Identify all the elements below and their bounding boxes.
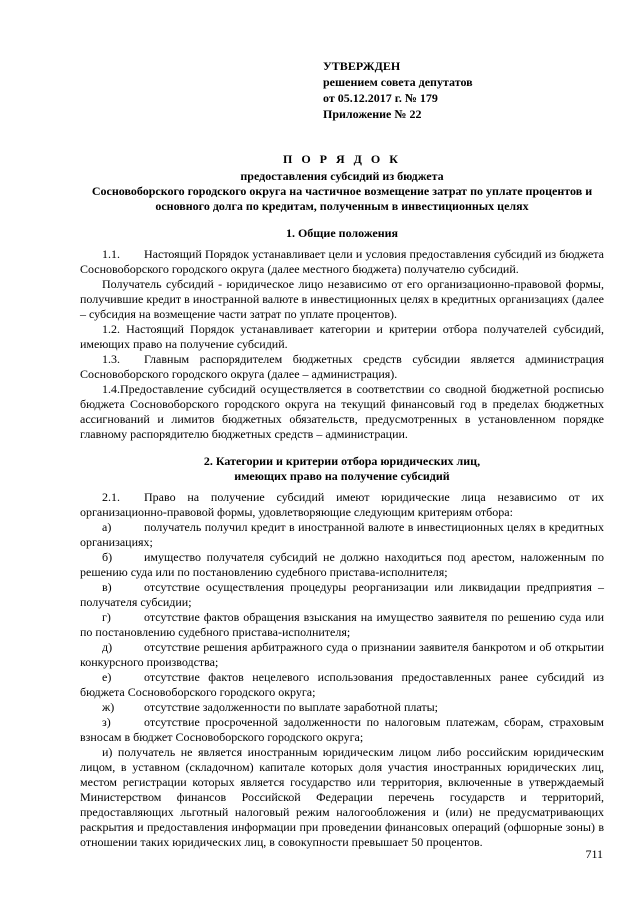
approval-line-2: решением совета депутатов xyxy=(323,75,473,89)
paragraph xyxy=(80,610,604,640)
paragraph-number: г) xyxy=(102,610,111,624)
paragraph xyxy=(80,277,604,322)
paragraph xyxy=(80,580,604,610)
title-sub-1: предоставления субсидий из бюджета xyxy=(240,169,444,183)
paragraph-number: 1.3. xyxy=(102,352,120,366)
paragraph xyxy=(80,382,604,442)
section-2-heading-line-1: 2. Категории и критерии отбора юридических лиц, xyxy=(203,454,481,468)
paragraph xyxy=(80,745,604,850)
section-2-heading-line-2: имеющих право на получение субсидий xyxy=(234,469,450,483)
title-sub-2: Сосновоборского городского округа на частичное возмещение затрат по уплате процентов и основного долга по кредитам, полученным в инвестиционных целях xyxy=(91,184,593,213)
paragraph-text: 1.4.Предоставление субсидий осуществляется в соответствии со сводной бюджетной росписью бюджета Сосновоборского городского округа на текущий финансовый год в пределах бюджетных ассигнований и лимитов бюджетных обязательств, предусмотренных в установленном порядке главному распорядителю бюджетных средств – администрации. xyxy=(80,382,604,441)
approval-line-4: Приложение № 22 xyxy=(323,107,422,121)
paragraph-text: и) получатель не является иностранным юридическим лицом либо российским юридическим лицом, в уставном (складочном) капитале которых доля участия иностранных юридических лиц, местом регистрации которых является государство или территория, включенные в утверждаемый Министерством финансов Российской Федерации перечень государств и территорий, предоставляющих льготный налоговый режим налогообложения и (или) не предусматривающих раскрытия и предоставления информации при проведении финансовых операций (офшорные зоны) в отношении таких юридических лиц, в совокупности превышает 50 процентов. xyxy=(80,745,604,849)
paragraph-text: отсутствие фактов обращения взыскания на имущество заявителя по решению суда или по постановлению судебного пристава-исполнителя; xyxy=(80,610,604,639)
paragraph-number: з) xyxy=(102,715,111,729)
paragraph xyxy=(80,670,604,700)
approval-line-1: УТВЕРЖДЕН xyxy=(323,59,401,73)
paragraph xyxy=(80,247,604,277)
paragraph-text: отсутствие решения арбитражного суда о признании заявителя банкротом и об открытии конкурсного производства; xyxy=(80,640,604,669)
paragraph xyxy=(80,715,604,745)
paragraph-number: б) xyxy=(102,550,113,564)
paragraph-number: е) xyxy=(102,670,112,684)
paragraph xyxy=(80,550,604,580)
paragraph xyxy=(80,520,604,550)
document-title xyxy=(80,152,604,214)
paragraph xyxy=(80,700,604,715)
paragraph-text: 1.2. Настоящий Порядок устанавливает категории и критерии отбора получателей субсидий, имеющих право на получение субсидий. xyxy=(80,322,604,351)
paragraph xyxy=(80,352,604,382)
paragraph-text: Получатель субсидий - юридическое лицо независимо от его организационно-правовой формы, получившие кредит в иностранной валюте в инвестиционных целях в кредитных организациях (далее – субсидия на возмещение части затрат по уплате процентов). xyxy=(80,277,604,321)
approval-line-3: от 05.12.2017 г. № 179 xyxy=(323,91,438,105)
page-number: 711 xyxy=(585,847,603,861)
title-main: П О Р Я Д О К xyxy=(283,152,401,166)
paragraph-number: в) xyxy=(102,580,112,594)
paragraph-number: ж) xyxy=(102,700,115,714)
paragraph-text: Право на получение субсидий имеют юридические лица независимо от их организационно-правовой формы, удовлетворяющие следующим критериям отбора: xyxy=(80,490,604,519)
paragraph-text: имущество получателя субсидий не должно находиться под арестом, наложенным по решению суда или по постановлению судебного пристава-исполнителя; xyxy=(80,550,604,579)
paragraph-text: отсутствие осуществления процедуры реорганизации или ликвидации предприятия – получателя субсидии; xyxy=(80,580,604,609)
section-1-heading: 1. Общие положения xyxy=(285,226,399,240)
paragraph-text: получатель получил кредит в иностранной валюте в инвестиционных целях в кредитных организациях; xyxy=(80,520,604,549)
paragraph-text: Настоящий Порядок устанавливает цели и условия предоставления субсидий из бюджета Сосновоборского городского округа (далее местного бюджета) получателю субсидий. xyxy=(80,247,604,276)
paragraph-number: д) xyxy=(102,640,113,654)
paragraph-number: 1.1. xyxy=(102,247,120,261)
paragraph xyxy=(80,490,604,520)
paragraph-text: отсутствие фактов нецелевого использования предоставленных ранее субсидий из бюджета Сосновоборского городского округа; xyxy=(80,670,604,699)
section-2-body xyxy=(80,490,604,850)
paragraph xyxy=(80,640,604,670)
section-1-body xyxy=(80,247,604,442)
paragraph-text: Главным распорядителем бюджетных средств субсидии является администрация Сосновоборского городского округа (далее – администрация). xyxy=(80,352,604,381)
paragraph-text: отсутствие просроченной задолженности по налоговым платежам, сборам, страховым взносам в бюджет Сосновоборского городского округа; xyxy=(80,715,604,744)
paragraph-number: а) xyxy=(102,520,112,534)
approval-stamp xyxy=(323,58,604,122)
paragraph xyxy=(80,322,604,352)
paragraph-text: отсутствие задолженности по выплате заработной платы; xyxy=(144,700,439,714)
paragraph-number: 2.1. xyxy=(102,490,120,504)
section-2-heading xyxy=(80,454,604,484)
